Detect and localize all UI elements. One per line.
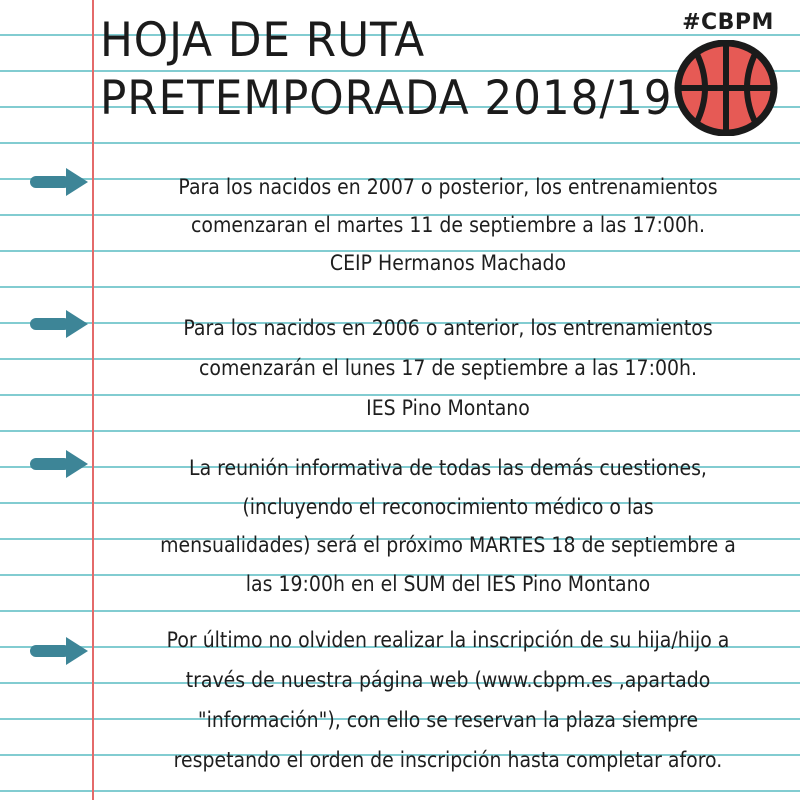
- arrow-right-icon: [28, 449, 92, 479]
- margin-line: [92, 0, 94, 800]
- paragraph-line: CEIP Hermanos Machado: [329, 251, 567, 275]
- training-2006-paragraph: [96, 308, 800, 428]
- title-line: PRETEMPORADA 2018/19: [100, 71, 673, 126]
- paragraph-line: mensualidades) será el próximo MARTES 18 de septiembre a: [160, 533, 736, 557]
- arrow-right-icon: [28, 636, 92, 666]
- paragraph-line: La reunión informativa de todas las demás cuestiones,: [189, 456, 707, 480]
- paragraph-line: respetando el orden de inscripción hasta completar aforo.: [173, 748, 723, 772]
- training-2007-paragraph: [96, 168, 800, 282]
- paragraph-line: comenzaran el martes 11 de septiembre a las 17:00h.: [191, 213, 705, 237]
- paragraph-line: Para los nacidos en 2007 o posterior, los entrenamientos: [178, 175, 718, 199]
- registration-paragraph: [96, 620, 800, 780]
- hashtag-label: #CBPM: [682, 10, 774, 35]
- paragraph-line: comenzarán el lunes 17 de septiembre a las 17:00h.: [199, 356, 697, 380]
- arrow-right-icon: [28, 309, 92, 339]
- paragraph-line: Por último no olviden realizar la inscripción de su hija/hijo a: [166, 628, 730, 652]
- paragraph-line: "información"), con ello se reservan la plaza siempre: [197, 708, 699, 732]
- meeting-paragraph: [96, 449, 800, 603]
- paragraph-line: través de nuestra página web (www.cbpm.es ,apartado: [185, 668, 711, 692]
- paragraph-line: (incluyendo el reconocimiento médico o las: [242, 494, 654, 519]
- arrow-right-icon: [28, 167, 92, 197]
- page-title: [100, 12, 673, 128]
- title-line: HOJA DE RUTA: [100, 13, 426, 68]
- basketball-icon: [674, 40, 778, 136]
- paragraph-line: IES Pino Montano: [366, 396, 530, 420]
- paragraph-line: Para los nacidos en 2006 o anterior, los entrenamientos: [183, 316, 713, 340]
- paragraph-line: las 19:00h en el SUM del IES Pino Montano: [245, 571, 651, 596]
